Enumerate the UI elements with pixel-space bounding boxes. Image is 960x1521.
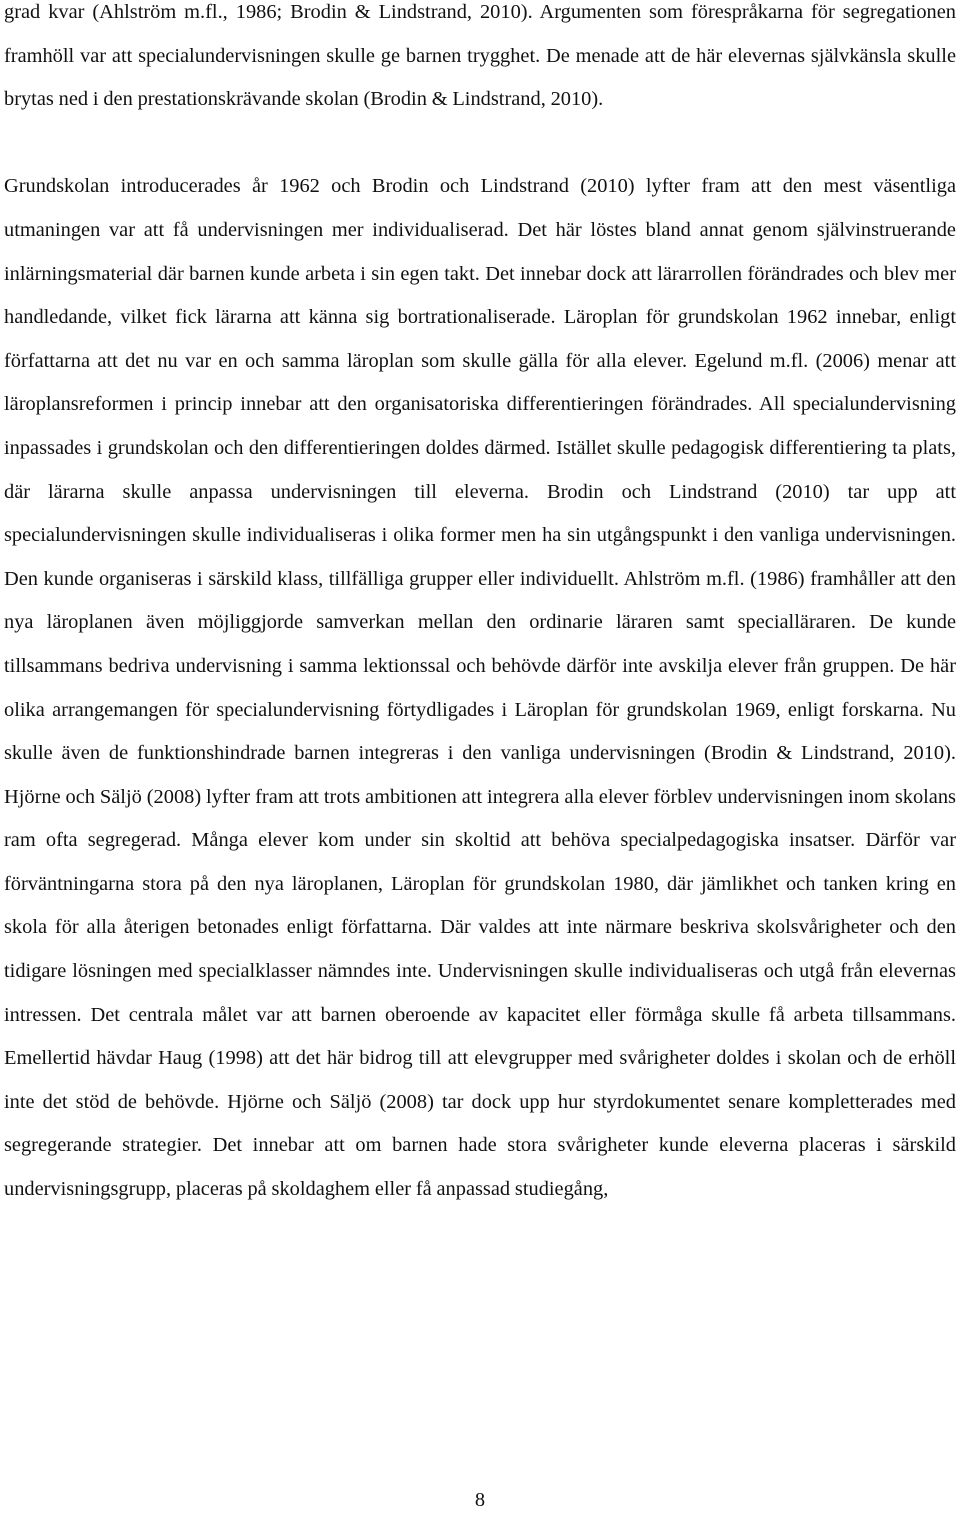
paragraph-grundskolan-history: Grundskolan introducerades år 1962 och Brodin och Lindstrand (2010) lyfter fram att den mest väsentliga utmaningen var att få undervisningen mer individualiserad. Det här löstes bland annat genom självinstruerande inlärningsmaterial där barnen kunde arbeta i sin egen takt. Det innebar dock att lärarrollen förändrades och blev mer handledande, vilket fick lärarna att känna sig bortrationaliserade. Läroplan för grundskolan 1962 innebar, enligt författarna att det nu var en och samma läroplan som skulle gälla för alla elever. Egelund m.fl. (2006) menar att läroplansreformen i princip innebar att den organisatoriska differentieringen förändrades. All specialundervisning inpassades i grundskolan och den differentieringen doldes därmed. Istället skulle pedagogisk differentiering ta plats, där lärarna skulle anpassa undervisningen till eleverna. Brodin och Lindstrand (2010) tar upp att specialundervisningen skulle individualiseras i olika former men ha sin utgångspunkt i den vanliga undervisningen. Den kunde organiseras i särskild klass, tillfälliga grupper eller individuellt. Ahlström m.fl. (1986) framhåller att den nya läroplanen även möjliggjorde samverkan mellan den ordinarie läraren samt specialläraren. De kunde tillsammans bedriva undervisning i samma lektionssal och behövde därför inte avskilja elever från gruppen. De här olika arrangemangen för specialundervisning förtydligades i Läroplan för grundskolan 1969, enligt forskarna. Nu skulle även de funktionshindrade barnen integreras i den vanliga undervisningen (Brodin & Lindstrand, 2010). Hjörne och Säljö (2008) lyfter fram att trots ambitionen att integrera alla elever förblev undervisningen inom skolans ram ofta segregerad. Många elever kom under sin skoltid att behöva specialpedagogiska insatser. Därför var förväntningarna stora på den nya läroplanen, Läroplan för grundskolan 1980, där jämlikhet och tanken kring en skola för alla återigen betonades enligt författarna. Där valdes att inte närmare beskriva skolsvårigheter och den tidigare lösningen med specialklasser nämndes inte. Undervisningen skulle individualiseras och utgå från elevernas intressen. Det centrala målet var att barnen oberoende av kapacitet eller förmåga skulle få arbeta tillsammans. Emellertid hävdar Haug (1998) att det här bidrog till att elevgrupper med svårigheter doldes i skolan och de erhöll inte det stöd de behövde. Hjörne och Säljö (2008) tar dock upp hur styrdokumentet senare kompletterades med segregerande strategier. Det innebar att om barnen hade stora svårigheter kunde eleverna placeras i särskild undervisningsgrupp, placeras på skoldaghem eller få anpassad studiegång, xyxy=(4,175,956,1201)
document-page xyxy=(4,0,956,1521)
page-number: 8 xyxy=(474,1489,486,1511)
paragraph-segregation-arguments: grad kvar (Ahlström m.fl., 1986; Brodin & Lindstrand, 2010). Argumenten som förespråkarna för segregationen framhöll var att specialundervisningen skulle ge barnen trygghet. De menade att de här elevernas självkänsla skulle brytas ned i den prestationskrävande skolan (Brodin & Lindstrand, 2010). xyxy=(4,1,956,111)
